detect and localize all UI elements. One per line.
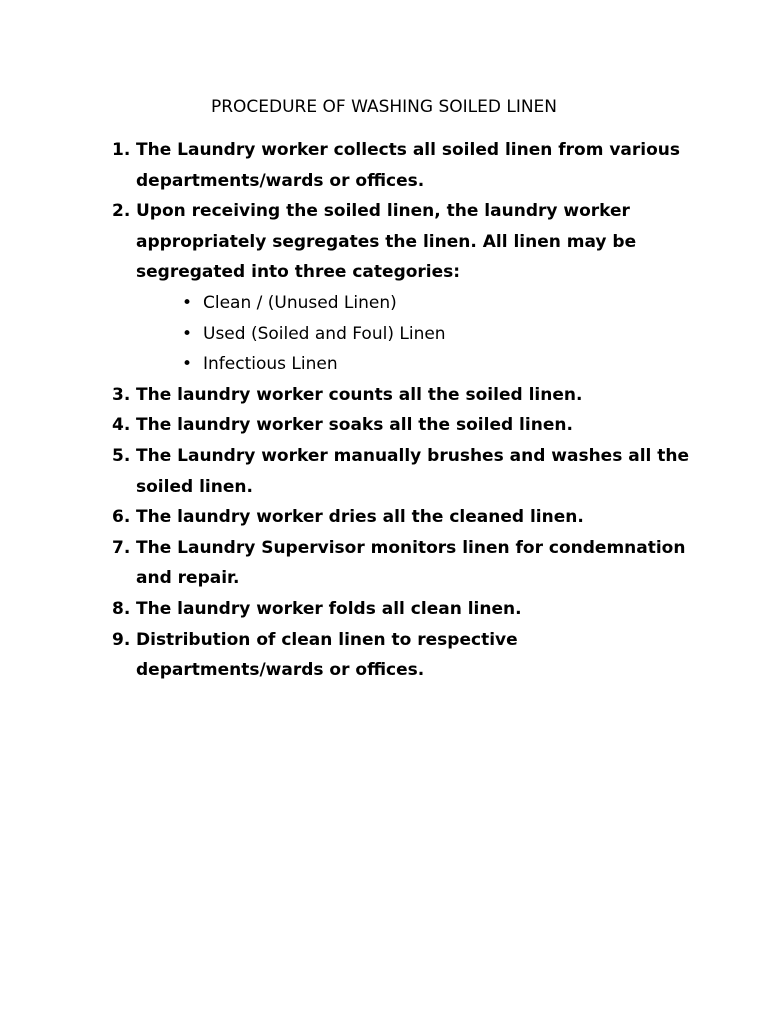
- step-text: The laundry worker dries all the cleaned linen.: [136, 507, 584, 528]
- step-item: [112, 380, 692, 411]
- step-number: 5.: [112, 445, 131, 466]
- step-item: [112, 196, 692, 380]
- step-item: [112, 441, 692, 502]
- step-item: [112, 502, 692, 533]
- step-item: [112, 594, 692, 625]
- step-number: 7.: [112, 537, 131, 558]
- step-number: 3.: [112, 384, 131, 405]
- bullet-icon: •: [182, 354, 193, 375]
- step-text: The Laundry Supervisor monitors linen for condemnation and repair.: [136, 537, 686, 589]
- category-text: Infectious Linen: [203, 354, 338, 375]
- step-item: [112, 410, 692, 441]
- procedure-steps-list: [112, 135, 692, 686]
- step-number: 1.: [112, 140, 131, 160]
- step-number: 9.: [112, 629, 131, 650]
- bullet-icon: •: [182, 323, 193, 344]
- linen-categories-list: [136, 288, 692, 380]
- step-text: The Laundry worker manually brushes and washes all the soiled linen.: [136, 445, 690, 497]
- step-number: 8.: [112, 598, 131, 619]
- step-text: The laundry worker counts all the soiled linen.: [136, 384, 583, 405]
- step-number: 2.: [112, 201, 131, 222]
- step-item: [112, 135, 692, 196]
- step-text: The laundry worker soaks all the soiled linen.: [136, 415, 573, 436]
- category-item: [136, 319, 692, 350]
- step-text: Upon receiving the soiled linen, the laundry worker appropriately segregates the linen. All linen may be segregated into three categories:: [136, 201, 637, 283]
- category-text: Clean / (Unused Linen): [203, 292, 397, 313]
- document-title: PROCEDURE OF WASHING SOILED LINEN: [210, 97, 558, 117]
- step-number: 6.: [112, 507, 131, 528]
- step-number: 4.: [112, 415, 131, 436]
- step-text: The laundry worker folds all clean linen.: [136, 598, 522, 619]
- category-item: [136, 288, 692, 319]
- category-item: [136, 349, 692, 380]
- category-text: Used (Soiled and Foul) Linen: [203, 323, 446, 344]
- step-text: Distribution of clean linen to respective departments/wards or offices.: [136, 629, 518, 681]
- step-text: The Laundry worker collects all soiled linen from various departments/wards or offices.: [136, 140, 681, 191]
- step-item: [112, 625, 692, 686]
- step-item: [112, 533, 692, 594]
- bullet-icon: •: [182, 292, 193, 313]
